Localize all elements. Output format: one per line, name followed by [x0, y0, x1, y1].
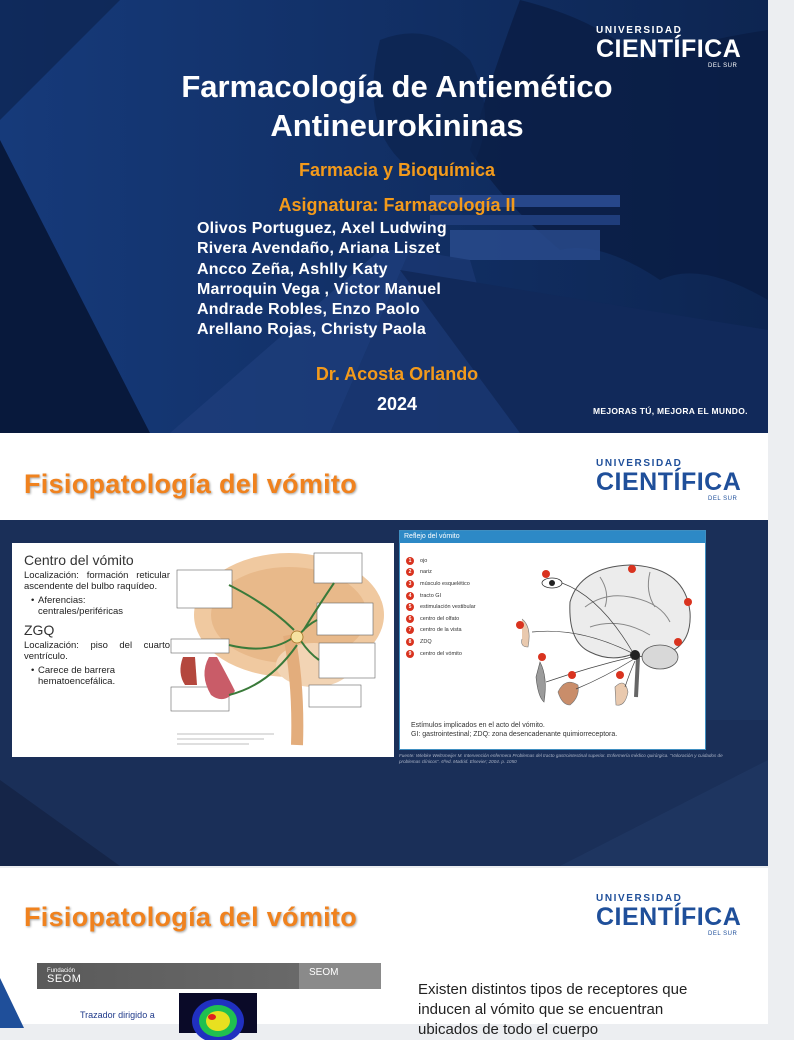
- author-name: Rivera Avendaño, Ariana Liszet: [197, 240, 441, 258]
- legend-marker: 7: [406, 626, 414, 634]
- legend-label: centro del olfato: [420, 615, 460, 622]
- legend-marker: 1: [406, 557, 414, 565]
- legend-label: nariz: [420, 569, 432, 576]
- legend-item: [406, 636, 476, 648]
- caption-line: GI: gastrointestinal; ZDQ: zona desencadenante quimiorreceptora.: [411, 731, 618, 738]
- vomiting-center-bullets: [32, 595, 170, 617]
- professor-name: Dr. Acosta Orlando: [315, 364, 479, 384]
- legend-label: centro de la vista: [420, 627, 462, 634]
- vomiting-physiopathology-slide: [0, 433, 768, 866]
- legend-item: [406, 613, 476, 625]
- legend-item: [406, 567, 476, 579]
- vomiting-receptors-slide: [0, 868, 768, 1038]
- seom-logo: SEOM: [299, 963, 381, 989]
- university-logo: [596, 893, 756, 937]
- vomiting-center-text: [24, 552, 170, 695]
- seom-foundation-logo: [47, 967, 81, 983]
- legend-marker: 2: [406, 568, 414, 576]
- legend-marker: 3: [406, 580, 414, 588]
- brain-scan-image: [179, 993, 257, 1033]
- year-label: 2024: [376, 394, 418, 414]
- logo-top-text: UNIVERSIDAD: [596, 458, 683, 469]
- legend-item: [406, 601, 476, 613]
- legend-label: centro del vómito: [420, 650, 462, 657]
- logo-sub-text: DEL SUR: [708, 63, 738, 69]
- afferents-bullet: • Aferencias: centrales/periféricas: [32, 595, 170, 617]
- legend-label: estimulación vestibular: [420, 604, 476, 611]
- legend-item: [406, 648, 476, 660]
- author-name: Andrade Robles, Enzo Paolo: [197, 301, 421, 319]
- zgq-heading: ZGQ: [24, 622, 55, 638]
- university-logo: [596, 458, 756, 502]
- slide-title: Fisiopatología del vómito: [24, 902, 358, 932]
- legend-label: ojo: [420, 557, 428, 564]
- author-name: Ancco Zeña, Ashlly Katy: [197, 260, 388, 278]
- left-accent-shape: [0, 958, 24, 1028]
- stimulus-legend: [406, 555, 476, 659]
- legend-marker: 8: [406, 638, 414, 646]
- logo-main-text: CIENTÍFICA: [596, 35, 742, 63]
- author-list: [197, 219, 447, 341]
- vomiting-reflex-header: Reflejo del vómito: [400, 531, 705, 543]
- receptors-description: Existen distintos tipos de receptores que inducen al vómito que se encuentran ubicados de todo el cuerpo: [418, 981, 688, 1038]
- foundation-label: Fundación: [47, 968, 76, 974]
- vomiting-center-panel: [12, 543, 394, 757]
- legend-label: músculo esquelético: [420, 580, 470, 587]
- legend-marker: 5: [406, 603, 414, 611]
- author-name: Arellano Rojas, Christy Paola: [197, 321, 426, 339]
- caption-line: Estímulos implicados en el acto del vómito.: [411, 722, 545, 729]
- logo-top-text: UNIVERSIDAD: [596, 25, 683, 36]
- vomiting-pathway-diagram: [169, 545, 391, 753]
- slide-title-line-1: Farmacología de Antiemético: [181, 69, 613, 104]
- legend-label: tracto GI: [420, 592, 442, 599]
- logo-main-text: CIENTÍFICA: [596, 903, 742, 931]
- slide-title-line-2: Antineurokininas: [270, 108, 524, 143]
- legend-label: ZDQ: [420, 638, 432, 645]
- legend-marker: 9: [406, 650, 414, 658]
- vomiting-center-heading: Centro del vómito: [24, 552, 134, 568]
- author-name: Olivos Portuguez, Axel Ludwing: [197, 220, 447, 237]
- logo-main-text: CIENTÍFICA: [596, 468, 742, 496]
- legend-item: [406, 555, 476, 567]
- legend-item: [406, 578, 476, 590]
- logo-sub-text: DEL SUR: [708, 496, 738, 502]
- university-slogan: MEJORAS TÚ, MEJORA EL MUNDO.: [593, 406, 748, 416]
- blood-brain-barrier-bullet: • Carece de barrera hematoencefálica.: [32, 665, 170, 687]
- title-slide: [0, 0, 768, 433]
- subject-label: Asignatura: Farmacología II: [278, 195, 516, 215]
- logo-sub-text: DEL SUR: [708, 931, 738, 937]
- slide-title: Fisiopatología del vómito: [24, 469, 358, 499]
- zgq-bullets: [32, 665, 170, 687]
- vomiting-reflex-panel: [399, 530, 706, 750]
- seom-header-bar: [37, 963, 381, 989]
- zgq-location: Localización: piso del cuarto ventrículo.: [24, 640, 170, 662]
- source-citation: Fuente: Wiebke Weltsmeijer M. Intervención enfermera Problemas del tracto gastrointestinal superior. Enfermería médico quirúrgica. "Valoración y cuidados de problemas clínicos". 6ªed. Madrid. Elsevier; 2004. p. 1050: [399, 753, 723, 764]
- legend-marker: 4: [406, 592, 414, 600]
- logo-top-text: UNIVERSIDAD: [596, 893, 683, 904]
- tracer-label: Trazador dirigido a: [80, 1010, 155, 1020]
- vomiting-center-location: Localización: formación reticular ascendente del bulbo raquídeo.: [24, 570, 170, 592]
- author-name: Marroquin Vega , Victor Manuel: [197, 280, 441, 298]
- career-label: Farmacia y Bioquímica: [298, 160, 496, 180]
- legend-item: [406, 625, 476, 637]
- seom-name: SEOM: [47, 973, 82, 985]
- reflex-caption: [411, 721, 617, 739]
- legend-marker: 6: [406, 615, 414, 623]
- brain-reflex-illustration: [510, 547, 705, 712]
- legend-item: [406, 590, 476, 602]
- university-logo: [596, 25, 756, 69]
